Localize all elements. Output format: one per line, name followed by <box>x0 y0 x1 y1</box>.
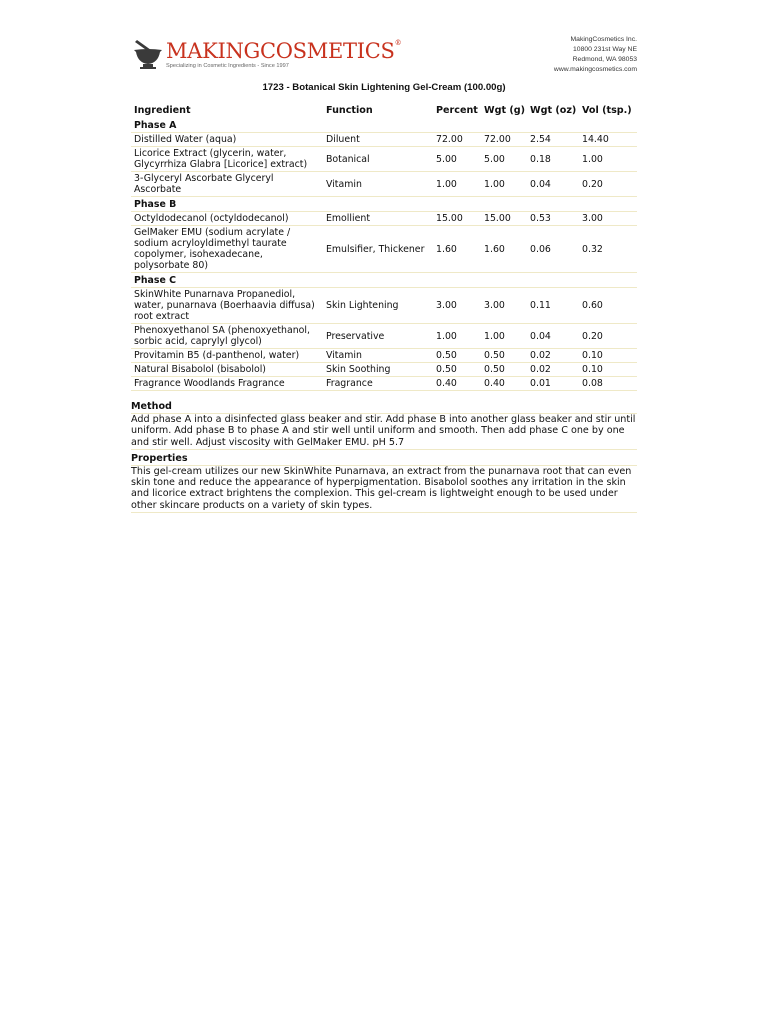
method-text: Add phase A into a disinfected glass beaker and stir. Add phase B into another glass beaker and stir until uniform. Add phase B to phase A and stir well until uniform and smooth. Then add phase C one by one and stir well. Adjust viscosity with GelMaker EMU. pH 5.7 <box>131 414 637 450</box>
table-cell: Emollient <box>323 212 433 226</box>
address-line: 10800 231st Way NE <box>573 46 637 53</box>
column-header: Vol (tsp.) <box>582 104 632 116</box>
column-header: Percent <box>436 104 478 116</box>
table-row <box>131 226 637 273</box>
address-line: MakingCosmetics Inc. <box>570 36 637 43</box>
table-cell: 0.04 <box>527 324 579 349</box>
properties-text: This gel-cream utilizes our new SkinWhite Punarnava, an extract from the punarnava root that can even skin tone and reduce the appearance of hyperpigmentation. Bisabolol soothes any irritation in the skin and licorice extract brightens the complexion. This gel-cream is lightweight enough to be used under other skincare products on a variety of skin types. <box>131 466 637 513</box>
phase-label: Phase C <box>131 273 637 288</box>
table-cell: Natural Bisabolol (bisabolol) <box>131 363 323 377</box>
table-cell: Provitamin B5 (d-panthenol, water) <box>131 349 323 363</box>
method-heading: Method <box>131 400 637 414</box>
table-cell: 0.50 <box>481 349 527 363</box>
table-cell: Octyldodecanol (octyldodecanol) <box>131 212 323 226</box>
table-cell: Skin Lightening <box>323 288 433 324</box>
brand-name: MAKINGCOSMETICS® <box>166 39 402 63</box>
table-cell: Vitamin <box>323 172 433 197</box>
table-cell: 3-Glyceryl Ascorbate Glyceryl Ascorbate <box>131 172 323 197</box>
table-cell: 0.50 <box>481 363 527 377</box>
table-cell: 0.02 <box>527 363 579 377</box>
properties-section <box>131 452 637 513</box>
table-cell: 15.00 <box>481 212 527 226</box>
table-cell: Phenoxyethanol SA (phenoxyethanol, sorbic acid, caprylyl glycol) <box>131 324 323 349</box>
table-cell: 0.02 <box>527 349 579 363</box>
phase-label: Phase B <box>131 197 637 212</box>
table-cell: 15.00 <box>433 212 481 226</box>
table-cell: Distilled Water (aqua) <box>131 133 323 147</box>
table-cell: 1.00 <box>433 324 481 349</box>
table-cell: 0.60 <box>579 288 637 324</box>
table-cell: 0.10 <box>579 363 637 377</box>
table-row <box>131 133 637 147</box>
table-cell: SkinWhite Punarnava Propanediol, water, punarnava (Boerhaavia diffusa) root extract <box>131 288 323 324</box>
column-header: Function <box>326 104 373 116</box>
table-cell: GelMaker EMU (sodium acrylate / sodium acryloyldimethyl taurate copolymer, isohexadecane, polysorbate 80) <box>131 226 323 273</box>
table-cell: Licorice Extract (glycerin, water, Glycyrrhiza Glabra [Licorice] extract) <box>131 147 323 172</box>
company-address <box>554 35 637 75</box>
table-cell: 1.60 <box>481 226 527 273</box>
phase-label: Phase A <box>131 118 637 133</box>
column-header: Ingredient <box>134 104 191 116</box>
table-cell: 0.40 <box>433 377 481 391</box>
table-row <box>131 377 637 391</box>
table-cell: 72.00 <box>433 133 481 147</box>
table-cell: 0.11 <box>527 288 579 324</box>
address-website: www.makingcosmetics.com <box>553 66 637 73</box>
table-cell: Vitamin <box>323 349 433 363</box>
table-cell: 0.18 <box>527 147 579 172</box>
table-row <box>131 363 637 377</box>
table-row <box>131 212 637 226</box>
table-cell: Skin Soothing <box>323 363 433 377</box>
table-cell: 5.00 <box>481 147 527 172</box>
ingredient-table <box>131 102 637 391</box>
phase-row <box>131 273 637 288</box>
table-cell: 1.00 <box>481 172 527 197</box>
brand-tagline: Specializing in Cosmetic Ingredients - Since 1997 <box>166 63 289 69</box>
table-cell: 2.54 <box>527 133 579 147</box>
formula-title: 1723 - Botanical Skin Lightening Gel-Cream (100.00g) <box>262 82 506 93</box>
table-cell: 0.32 <box>579 226 637 273</box>
table-cell: 0.06 <box>527 226 579 273</box>
table-cell: 0.01 <box>527 377 579 391</box>
phase-row <box>131 197 637 212</box>
table-cell: 1.00 <box>481 324 527 349</box>
company-logo <box>131 37 402 73</box>
table-row <box>131 288 637 324</box>
table-cell: 0.50 <box>433 363 481 377</box>
table-cell: 1.60 <box>433 226 481 273</box>
table-cell: 3.00 <box>481 288 527 324</box>
mortar-pestle-icon <box>131 37 165 71</box>
table-row <box>131 172 637 197</box>
table-cell: 14.40 <box>579 133 637 147</box>
table-cell: 0.20 <box>579 324 637 349</box>
table-cell: Emulsifier, Thickener <box>323 226 433 273</box>
table-cell: 0.08 <box>579 377 637 391</box>
table-body <box>131 118 637 391</box>
table-cell: Botanical <box>323 147 433 172</box>
table-cell: 0.53 <box>527 212 579 226</box>
table-cell: 0.04 <box>527 172 579 197</box>
table-row <box>131 324 637 349</box>
table-row <box>131 147 637 172</box>
properties-heading: Properties <box>131 452 637 466</box>
page-header <box>131 35 637 75</box>
table-cell: 72.00 <box>481 133 527 147</box>
table-cell: 3.00 <box>579 212 637 226</box>
table-cell: 1.00 <box>579 147 637 172</box>
table-cell: 3.00 <box>433 288 481 324</box>
table-cell: 1.00 <box>433 172 481 197</box>
address-line: Redmond, WA 98053 <box>572 56 637 63</box>
method-section <box>131 400 637 450</box>
column-header: Wgt (g) <box>484 104 526 116</box>
table-row <box>131 349 637 363</box>
column-header: Wgt (oz) <box>530 104 577 116</box>
table-cell: 0.50 <box>433 349 481 363</box>
table-cell: 0.40 <box>481 377 527 391</box>
table-cell: Diluent <box>323 133 433 147</box>
table-cell: Fragrance <box>323 377 433 391</box>
phase-row <box>131 118 637 133</box>
table-cell: 0.20 <box>579 172 637 197</box>
table-cell: Preservative <box>323 324 433 349</box>
table-cell: Fragrance Woodlands Fragrance <box>131 377 323 391</box>
table-header-row <box>131 102 637 118</box>
table-cell: 5.00 <box>433 147 481 172</box>
table-cell: 0.10 <box>579 349 637 363</box>
